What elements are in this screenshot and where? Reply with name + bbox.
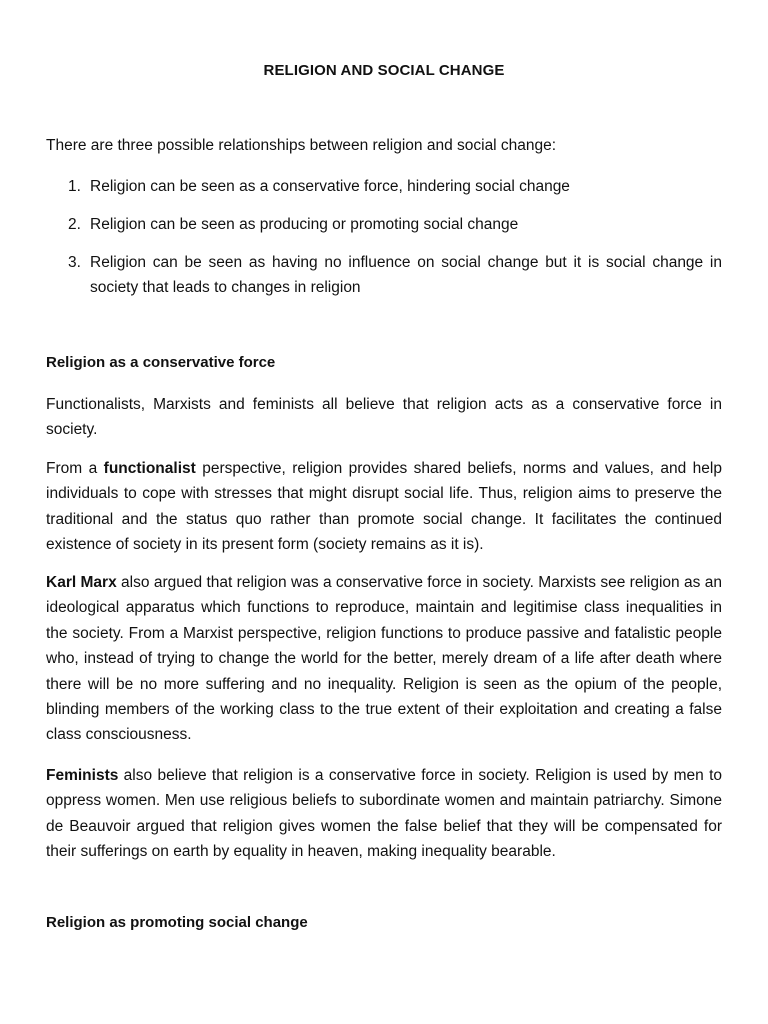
paragraph-text: perspective, religion provides shared beliefs, norms and values, and help individuals to cope with stresses that might disrupt social life. Thus, religion aims to preserve the traditional and the status quo rather than promote social change. It facilitates the continued existence of society in its present form (society remains as it is). — [46, 460, 722, 554]
paragraph-text: From a — [46, 460, 104, 477]
section-heading-promoting: Religion as promoting social change — [46, 914, 308, 931]
paragraph-text: also argued that religion was a conservative force in society. Marxists see religion as an ideological apparatus which functions to reproduce, maintain and legitimise class inequalities in the society. From a Marxist perspective, religion functions to produce passive and fatalistic people who, instead of trying to change the world for the better, merely dream of a life after death where there will be no more suffering and no inequality. Religion is seen as the opium of the people, blinding members of the working class to the true extent of their exploitation and creating a false class consciousness. — [46, 574, 722, 744]
relationships-list — [46, 174, 722, 313]
bold-term-functionalist: functionalist — [103, 460, 196, 477]
section-heading-conservative: Religion as a conservative force — [46, 354, 276, 371]
list-item-text: Religion can be seen as a conservative force, hindering social change — [90, 178, 570, 195]
list-item-number: 2. — [68, 216, 81, 233]
list-item-text: Religion can be seen as producing or promoting social change — [90, 216, 519, 233]
list-item-text: Religion can be seen as having no influence on social change but it is social change in society that leads to changes in religion — [90, 254, 722, 296]
list-item — [46, 174, 722, 199]
bold-term-feminists: Feminists — [46, 767, 119, 784]
intro-paragraph: There are three possible relationships between religion and social change: — [46, 137, 557, 154]
paragraph-text: also believe that religion is a conservative force in society. Religion is used by men to oppress women. Men use religious beliefs to subordinate women and maintain patriarchy. Simone de Beauvoir argued that religion gives women the false belief that they will be compensated for their sufferings on earth by equality in heaven, making inequality bearable. — [46, 767, 722, 861]
paragraph-functionalist — [46, 456, 722, 558]
paragraph-marx — [46, 570, 722, 748]
bold-term-karl-marx: Karl Marx — [46, 574, 117, 591]
list-item — [46, 212, 722, 237]
list-item-number: 3. — [68, 254, 81, 271]
paragraph-overview: Functionalists, Marxists and feminists all believe that religion acts as a conservative force in society. — [46, 396, 722, 439]
paragraph-feminists — [46, 763, 722, 865]
list-item — [46, 250, 722, 300]
list-item-number: 1. — [68, 178, 81, 195]
page-title: RELIGION AND SOCIAL CHANGE — [263, 62, 505, 79]
